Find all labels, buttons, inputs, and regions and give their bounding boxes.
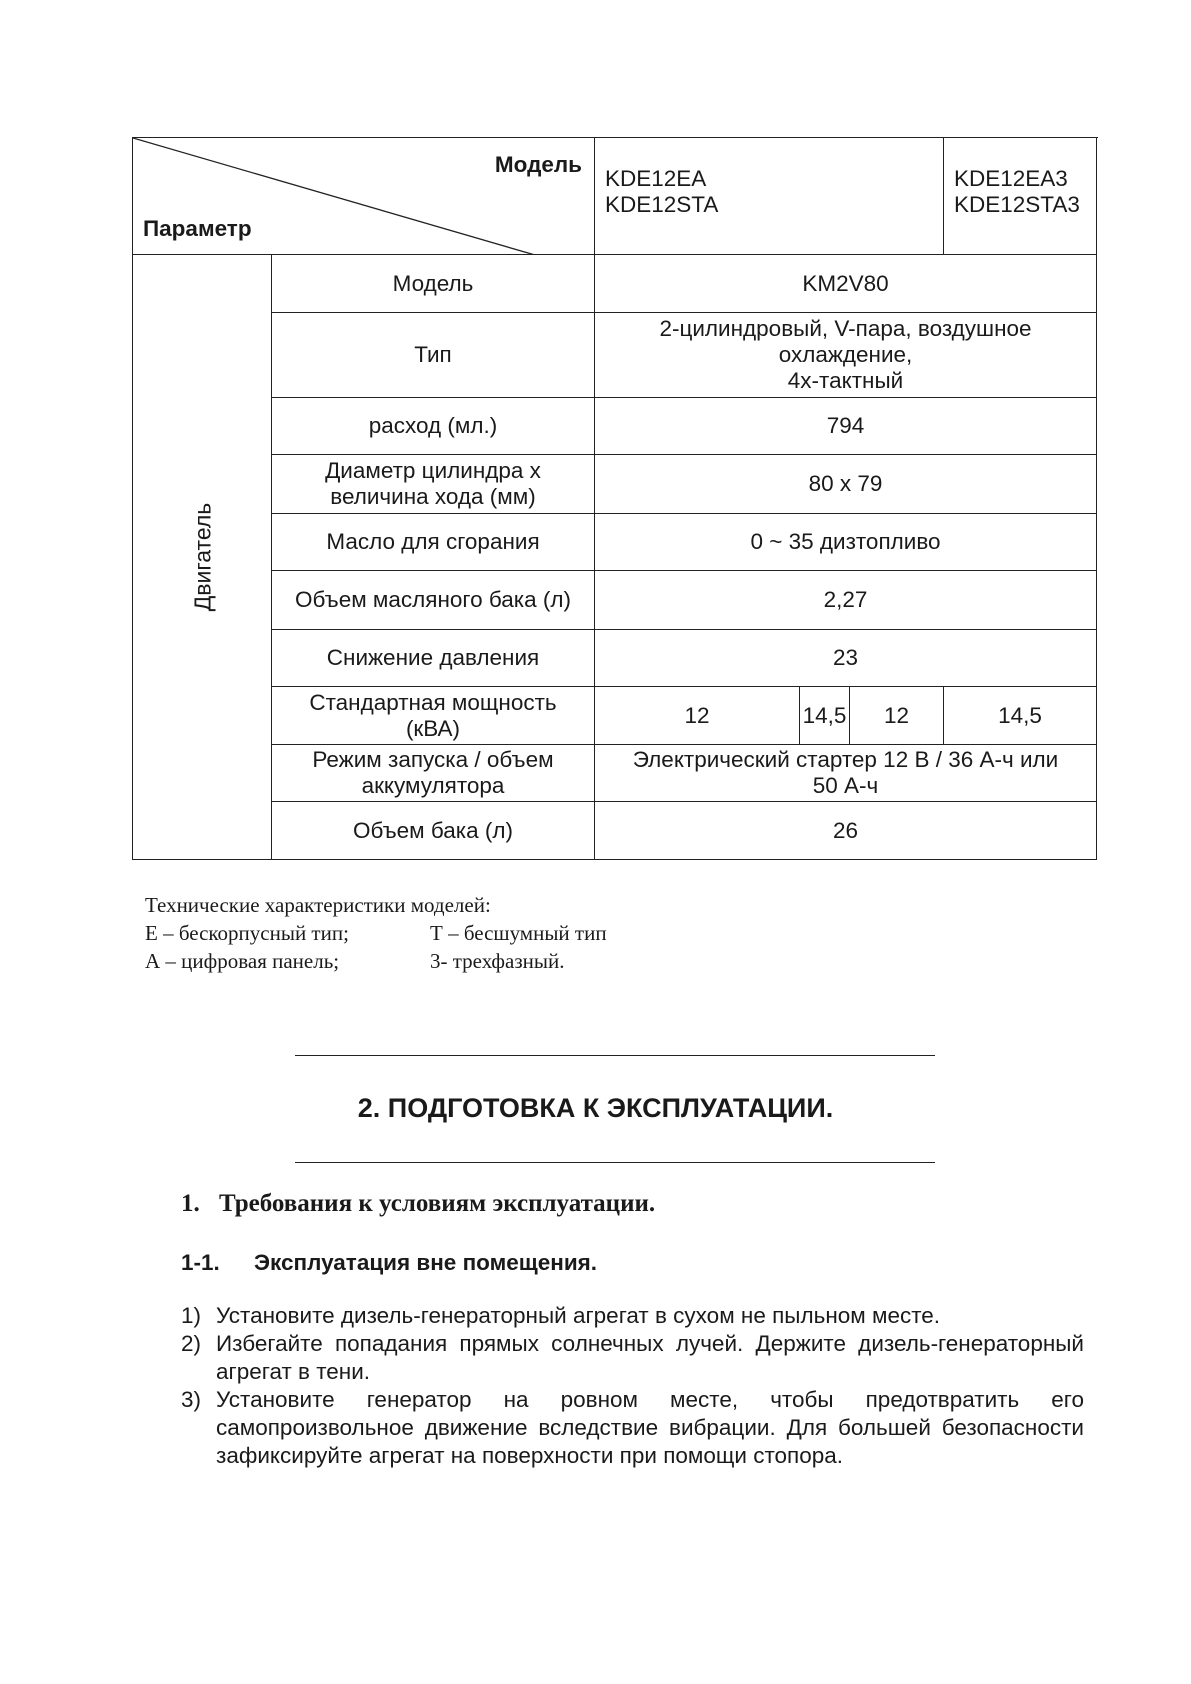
list-item (181, 1302, 1084, 1330)
param-cell (272, 455, 595, 514)
param-cell: расход (мл.) (272, 398, 595, 455)
power-cell: 14,5 (944, 687, 1097, 745)
param-line: (кВА) (405, 715, 461, 741)
footnote-title: Технические характеристики моделей: (145, 893, 491, 917)
param-cell: Объем бака (л) (272, 802, 595, 860)
param-line: аккумулятора (361, 773, 505, 798)
param-cell: Снижение давления (272, 630, 595, 687)
param-cell: Объем масляного бака (л) (272, 571, 595, 630)
sub-subsection-number: 1-1. (181, 1250, 220, 1275)
model-name: KDE12STA3 (954, 192, 1080, 217)
footnote (145, 891, 705, 975)
power-cell: 14,5 (800, 687, 850, 745)
value-cell: 23 (595, 630, 1097, 687)
param-cell (272, 687, 595, 745)
value-line: Электрический стартер 12 В / 36 А-ч или (632, 747, 1059, 772)
spec-table (132, 137, 1097, 860)
value-line: 50 А-ч (812, 773, 879, 798)
list-marker: 3) (181, 1387, 202, 1412)
section-title: 2. ПОДГОТОВКА К ЭКСПЛУАТАЦИИ. (357, 1093, 834, 1123)
list-item (181, 1330, 1084, 1386)
value-cell: 80 x 79 (595, 455, 1097, 514)
list-item (181, 1386, 1084, 1470)
value-cell: 26 (595, 802, 1097, 860)
power-cell: 12 (595, 687, 800, 745)
divider-bottom (295, 1162, 935, 1163)
param-label: Параметр (143, 216, 252, 241)
footnote-t: Т – бесшумный тип (430, 921, 607, 945)
list-marker: 1) (181, 1303, 202, 1328)
value-cell: 0 ~ 35 дизтопливо (595, 514, 1097, 571)
sub-subsection-heading (181, 1250, 597, 1276)
model-group-2 (944, 138, 1097, 255)
engine-section-label: Двигатель (189, 502, 215, 611)
value-cell: 794 (595, 398, 1097, 455)
list-text: Избегайте попадания прямых солнечных лучей. Держите дизель-генераторный агрегат в тени. (216, 1331, 1084, 1384)
subsection-heading (181, 1190, 655, 1218)
value-cell: KM2V80 (595, 255, 1097, 313)
list-text: Установите дизель-генераторный агрегат в сухом не пыльном месте. (216, 1303, 941, 1328)
divider-top (295, 1055, 935, 1056)
value-line: охлаждение, (778, 342, 913, 367)
param-cell (272, 745, 595, 802)
footnote-three: 3- трехфазный. (430, 949, 565, 973)
footnote-a: А – цифровая панель; (145, 949, 340, 973)
power-cell: 12 (850, 687, 944, 745)
model-group-1 (595, 138, 944, 255)
model-label: Модель (494, 152, 582, 177)
param-line: Режим запуска / объем (312, 747, 554, 772)
value-cell: 2,27 (595, 571, 1097, 630)
list-marker: 2) (181, 1331, 202, 1356)
model-name: KDE12STA (605, 192, 719, 217)
param-line: Стандартная мощность (309, 689, 557, 715)
param-line: Диаметр цилиндра х (325, 458, 541, 483)
model-name: KDE12EA (605, 166, 707, 191)
param-cell: Модель (272, 255, 595, 313)
value-cell (595, 313, 1097, 398)
footnote-e: Е – бескорпусный тип; (145, 921, 349, 945)
value-cell (595, 745, 1097, 802)
model-name: KDE12EA3 (954, 166, 1068, 191)
engine-section-cell (133, 255, 272, 860)
subsection-number: 1. (181, 1190, 200, 1217)
param-line: величина хода (мм) (330, 484, 536, 509)
param-cell: Масло для сгорания (272, 514, 595, 571)
param-cell: Тип (272, 313, 595, 398)
table-corner-cell (133, 138, 595, 255)
value-line: 4х-тактный (787, 368, 904, 393)
sub-subsection-text: Эксплуатация вне помещения. (254, 1250, 598, 1275)
rules-list (181, 1302, 1084, 1470)
subsection-text: Требования к условиям эксплуатации. (219, 1190, 656, 1217)
value-line: 2-цилиндровый, V-пара, воздушное (659, 316, 1032, 341)
list-text: Установите генератор на ровном месте, чтобы предотвратить его самопроизвольное движение вследствие вибрации. Для большей безопасности зафиксируйте агрегат на поверхности при помощи стопора. (216, 1387, 1084, 1468)
